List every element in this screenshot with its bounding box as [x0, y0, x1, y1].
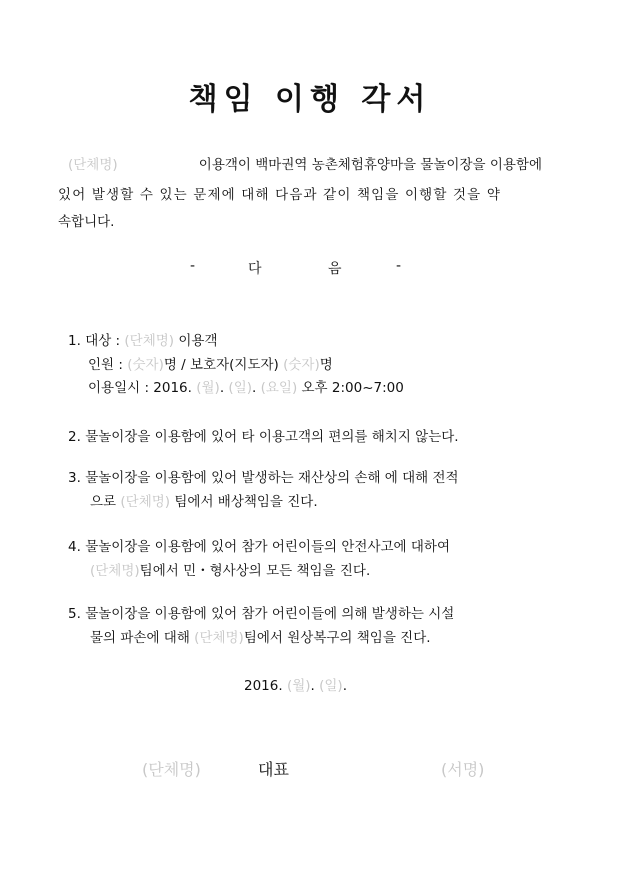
divider-dash-left: - — [190, 258, 196, 274]
people-suffix: 명 — [319, 357, 333, 373]
people-label: 인원 : — [88, 357, 123, 373]
item-1-target — [68, 329, 218, 349]
people-count-placeholder: (숫자) — [127, 357, 164, 373]
item-2 — [68, 425, 459, 445]
target-org-placeholder: (단체명) — [124, 333, 175, 349]
date-dot-b: . — [342, 678, 347, 694]
item-3-number: 3. — [68, 470, 81, 486]
divider-word-1: 다 — [248, 261, 262, 277]
divider-dash-right: - — [396, 258, 402, 274]
guardian-count-placeholder: (숫자) — [283, 357, 320, 373]
intro-text: 이용객이 백마권역 농촌체험휴양마을 물놀이장을 이용함에 — [198, 157, 542, 173]
item-2-number: 2. — [68, 429, 81, 445]
intro-line-2: 있어 발생할 수 있는 문제에 대해 다음과 같이 책임을 이행할 것을 약 — [58, 187, 502, 203]
org-placeholder: (단체명) — [68, 157, 118, 173]
item-5-post: 팀에서 원상복구의 책임을 진다. — [243, 630, 431, 646]
divider-word-2: 음 — [328, 261, 342, 277]
item-2-text: 물놀이장을 이용함에 있어 타 이용고객의 편의를 해치지 않는다. — [85, 429, 459, 445]
month-placeholder: (월) — [196, 380, 220, 396]
item-4-line-1 — [68, 535, 450, 555]
item-1-number: 1. — [68, 333, 81, 349]
document-title: 책임 이행 각서 — [188, 82, 432, 117]
item-4-number: 4. — [68, 539, 81, 555]
item-4-org-placeholder: (단체명) — [90, 563, 140, 579]
day-placeholder: (일) — [228, 380, 252, 396]
item-3-post: 팀에서 배상책임을 진다. — [174, 494, 318, 510]
item-5-line-2 — [90, 626, 431, 646]
item-3-org-placeholder: (단체명) — [120, 494, 171, 510]
representative-label: 대표 — [258, 760, 289, 779]
document-date — [244, 674, 347, 694]
date-dot-2: . — [252, 380, 257, 396]
item-1-people — [88, 353, 333, 373]
item-5-text-1: 물놀이장을 이용함에 있어 참가 어린이들에 의해 발생하는 시설 — [85, 606, 455, 622]
date-day-placeholder: (일) — [319, 678, 343, 694]
intro-line-1 — [68, 153, 542, 173]
item-4-post: 팀에서 민・형사상의 모든 책임을 진다. — [139, 563, 371, 579]
section-divider — [0, 258, 620, 278]
item-5-org-placeholder: (단체명) — [194, 630, 244, 646]
item-4-text-1: 물놀이장을 이용함에 있어 참가 어린이들의 안전사고에 대하여 — [85, 539, 451, 555]
people-mid: 명 / 보호자(지도자) — [163, 357, 279, 373]
item-5-line-1 — [68, 602, 454, 622]
item-3-line-1 — [68, 466, 459, 486]
time-value: 오후 2:00~7:00 — [301, 380, 404, 396]
item-3-text-1: 물놀이장을 이용함에 있어 발생하는 재산상의 손해 에 대해 전적 — [85, 470, 459, 486]
item-1-date — [88, 376, 404, 396]
item-3-pre: 으로 — [90, 494, 117, 510]
date-year: 2016. — [244, 678, 283, 694]
date-label: 이용일시 : 2016. — [88, 380, 192, 396]
weekday-placeholder: (요일) — [260, 380, 298, 396]
item-5-pre: 물의 파손에 대해 — [90, 630, 190, 646]
signature-sign-placeholder: (서명) — [441, 760, 485, 779]
item-5-number: 5. — [68, 606, 81, 622]
target-label: 대상 : — [85, 333, 121, 349]
date-month-placeholder: (월) — [286, 678, 311, 694]
item-3-line-2 — [90, 490, 318, 510]
target-suffix: 이용객 — [178, 333, 218, 349]
intro-line-3: 속합니다. — [58, 214, 115, 230]
item-4-line-2 — [90, 559, 370, 579]
date-dot-a: . — [310, 678, 315, 694]
signature-org-placeholder: (단체명) — [142, 760, 201, 779]
date-dot-1: . — [219, 380, 225, 396]
